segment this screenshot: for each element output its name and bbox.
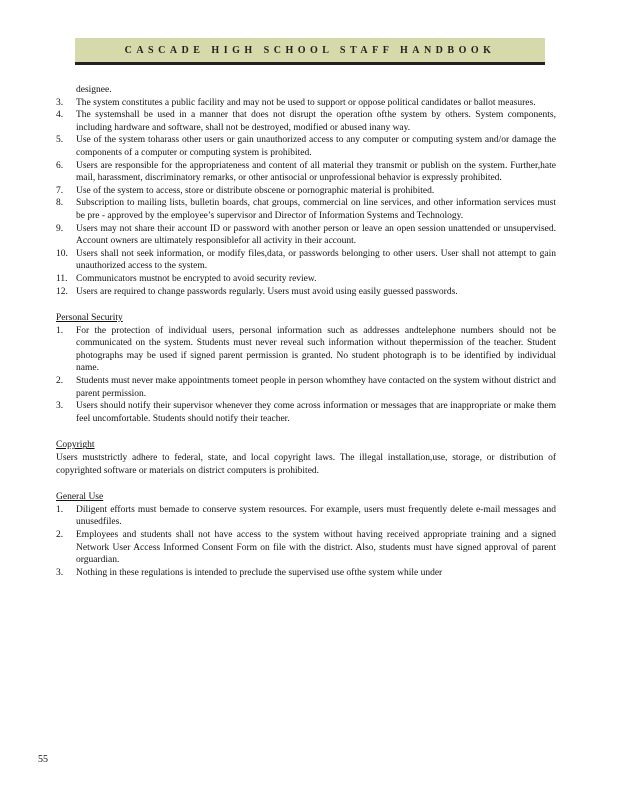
- personal-security-list: [56, 325, 556, 426]
- list-item: 6. Users are responsible for the appropriateness and content of all material they transmit or publish on the system. Further,hate mail, harassment, discriminatory remarks, or other antisocial or unprofessional behavior is expressly prohibited.: [56, 160, 556, 184]
- handbook-title: CASCADE HIGH SCHOOL STAFF HANDBOOK: [124, 44, 496, 56]
- section-title-copyright: Copyright: [56, 440, 95, 451]
- list-item: 1. Diligent efforts must bemade to conserve system resources. For example, users must frequently delete e-mail messages and unusedfiles.: [56, 504, 556, 528]
- list-item: 5. Use of the system toharass other users or gain unauthorized access to any computer or computing system and/or damage the components of a computer or computing system is prohibited.: [56, 135, 556, 158]
- list-item: 9. Users may not share their account ID or password with another person or leave an open session unattended or unsupervised. Account owners are ultimately responsiblefor all activity in their account.: [56, 223, 556, 247]
- list-item: 8. Subscription to mailing lists, bulletin boards, chat groups, commercial on line services, and other information services must be pre - approved by the employee’s supervisor and Director of Information Systems and Technology.: [56, 198, 556, 221]
- page-header: [75, 38, 545, 65]
- list-item: 3. The system constitutes a public facility and may not be used to support or oppose political candidates or ballot measures.: [56, 97, 536, 108]
- document-body: [56, 84, 556, 579]
- section-title-personal-security: Personal Security: [56, 313, 123, 324]
- list-item: 1. For the protection of individual users, personal information such as addresses andtelephone numbers should not be communicated on the system. Students must never reveal such information without thepermission of the teacher. Student photographs may be used if signed parent permission is granted. No student photograph is to be identified by individual name.: [56, 325, 556, 374]
- list-item: 4. The systemshall be used in a manner that does not disrupt the operation ofthe system by others. System components, including hardware and software, shall not be destroyed, modified or abused inany way.: [56, 110, 556, 133]
- rules-list: [56, 97, 556, 299]
- copyright-paragraph: Users muststrictly adhere to federal, state, and local copyright laws. The illegal installation,use, storage, or distribution of copyrighted software or materials on district computers is prohibited.: [56, 453, 556, 476]
- section-title-general-use: General Use: [56, 492, 104, 503]
- continuation-text: designee.: [76, 85, 112, 95]
- list-item: 7. Use of the system to access, store or distribute obscene or pornographic material is prohibited.: [56, 185, 435, 196]
- list-item: 11. Communicators mustnot be encrypted to avoid security review.: [56, 273, 317, 284]
- list-item: 2. Students must never make appointments tomeet people in person whomthey have contacted on the system without district and parent permission.: [56, 376, 556, 399]
- list-item: 12. Users are required to change passwords regularly. Users must avoid using easily guessed passwords.: [56, 286, 458, 297]
- page-number: 55: [38, 754, 48, 765]
- general-use-list: [56, 504, 556, 580]
- list-item: 10. Users shall not seek information, or modify files,data, or passwords belonging to other users. User shall not attempt to gain unauthorized access to the system.: [56, 248, 556, 272]
- list-item: 3. Nothing in these regulations is intended to preclude the supervised use ofthe system while under: [56, 567, 443, 578]
- list-item: 2. Employees and students shall not have access to the system without having received appropriate training and a signed Network User Access Informed Consent Form on file with the district. Also, students must have signed approval of parent orguardian.: [56, 530, 556, 566]
- list-item: 3. Users should notify their supervisor whenever they come across information or messages that are inappropriate or make them feel uncomfortable. Students should notify their teacher.: [56, 401, 556, 424]
